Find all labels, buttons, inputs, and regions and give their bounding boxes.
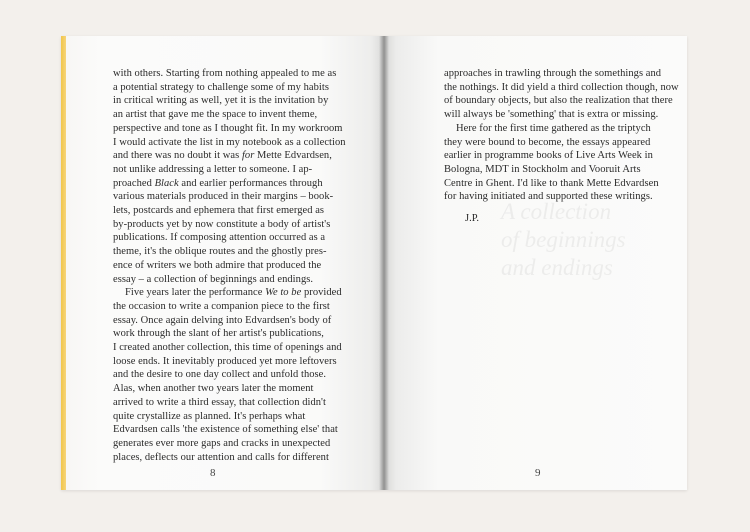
- text-line: Centre in Ghent. I'd like to thank Mette Edvardsen: [444, 177, 659, 189]
- text-line: Alas, when another two years later the moment: [113, 383, 314, 395]
- text-line: the nothings. It did yield a third collection though, now: [444, 81, 679, 93]
- page-edge-yellow: [61, 36, 66, 490]
- text-line: for having initiated and supported these writings.: [444, 191, 653, 203]
- text-line: proached Black and earlier performances through: [113, 177, 323, 189]
- left-page-text: [113, 67, 346, 464]
- text-line: and the desire to one day collect and unfold those.: [113, 369, 327, 381]
- left-page: [61, 36, 384, 490]
- paragraph: [113, 67, 346, 286]
- text-line: of boundary objects, but also the realization that there: [444, 95, 673, 107]
- book-spread: [61, 36, 687, 490]
- text-line: loose ends. It inevitably produced yet more leftovers: [113, 355, 337, 367]
- right-page-text: [444, 67, 679, 204]
- show-through-text: [501, 198, 626, 282]
- text-line: ence of writers we both admire that produced the: [113, 259, 322, 271]
- page-number: 8: [210, 467, 216, 479]
- text-line: quite crystallize as planned. It's perhaps what: [113, 410, 306, 422]
- text-line: by-products yet by now constitute a body of artist's: [113, 218, 331, 230]
- text-line: and there was no doubt it was for Mette Edvardsen,: [113, 150, 332, 162]
- text-line: I would activate the list in my notebook as a collection: [113, 136, 346, 148]
- show-through-line: A collection: [501, 199, 612, 224]
- text-line: places, deflects our attention and calls for different: [113, 451, 329, 463]
- text-line: a potential strategy to challenge some of my habits: [113, 81, 329, 93]
- signature: J.P.: [465, 213, 480, 224]
- text-line: essay – a collection of beginnings and endings.: [113, 273, 314, 285]
- text-line: arrived to write a third essay, that collection didn't: [113, 396, 326, 408]
- text-line: publications. If composing attention occurred as a: [113, 232, 326, 244]
- right-page: [384, 36, 687, 490]
- text-line: Here for the first time gathered as the triptych: [456, 122, 651, 134]
- text-line: in critical writing as well, yet it is the invitation by: [113, 95, 329, 107]
- text-line: various materials produced in their margins – book-: [113, 191, 334, 203]
- text-line: generates ever more gaps and cracks in unexpected: [113, 437, 331, 449]
- text-line: the occasion to write a companion piece to the first: [113, 300, 330, 312]
- text-line: not unlike addressing a letter to someone. I ap-: [113, 163, 313, 175]
- italic-word: for: [241, 150, 255, 162]
- text-line: will always be 'something' that is extra or missing.: [444, 109, 659, 121]
- paragraph: [444, 67, 679, 122]
- text-line: approaches in trawling through the somethings and: [444, 68, 662, 79]
- text-line: they were bound to become, the essays appeared: [444, 136, 651, 148]
- text-line: work through the slant of her artist's publications,: [113, 328, 324, 340]
- text-line: theme, it's the oblique routes and the ghostly pres-: [113, 246, 327, 258]
- paragraph: [444, 122, 679, 204]
- text-line: I created another collection, this time of openings and: [113, 342, 342, 354]
- text-line: an artist that gave me the space to invent theme,: [113, 109, 318, 121]
- text-line: Bologna, MDT in Stockholm and Vooruit Arts: [444, 163, 641, 175]
- text-line: perspective and tone as I thought fit. In my workroom: [113, 122, 343, 134]
- book-spine: [379, 36, 389, 490]
- show-through-line: of beginnings: [501, 227, 626, 252]
- text-line: Edvardsen calls 'the existence of something else' that: [113, 424, 338, 436]
- text-line: with others. Starting from nothing appealed to me as: [113, 68, 337, 79]
- italic-word: We to be: [265, 287, 302, 299]
- text-line: lets, postcards and ephemera that first emerged as: [113, 205, 325, 217]
- paragraph: [113, 286, 346, 464]
- show-through-line: and endings: [501, 255, 613, 280]
- text-line: essay. Once again delving into Edvardsen's body of: [113, 314, 332, 326]
- italic-word: Black: [154, 177, 179, 189]
- text-line: Five years later the performance We to be provided: [125, 287, 342, 299]
- text-line: earlier in programme books of Live Arts Week in: [444, 150, 653, 162]
- page-number: 9: [535, 467, 541, 479]
